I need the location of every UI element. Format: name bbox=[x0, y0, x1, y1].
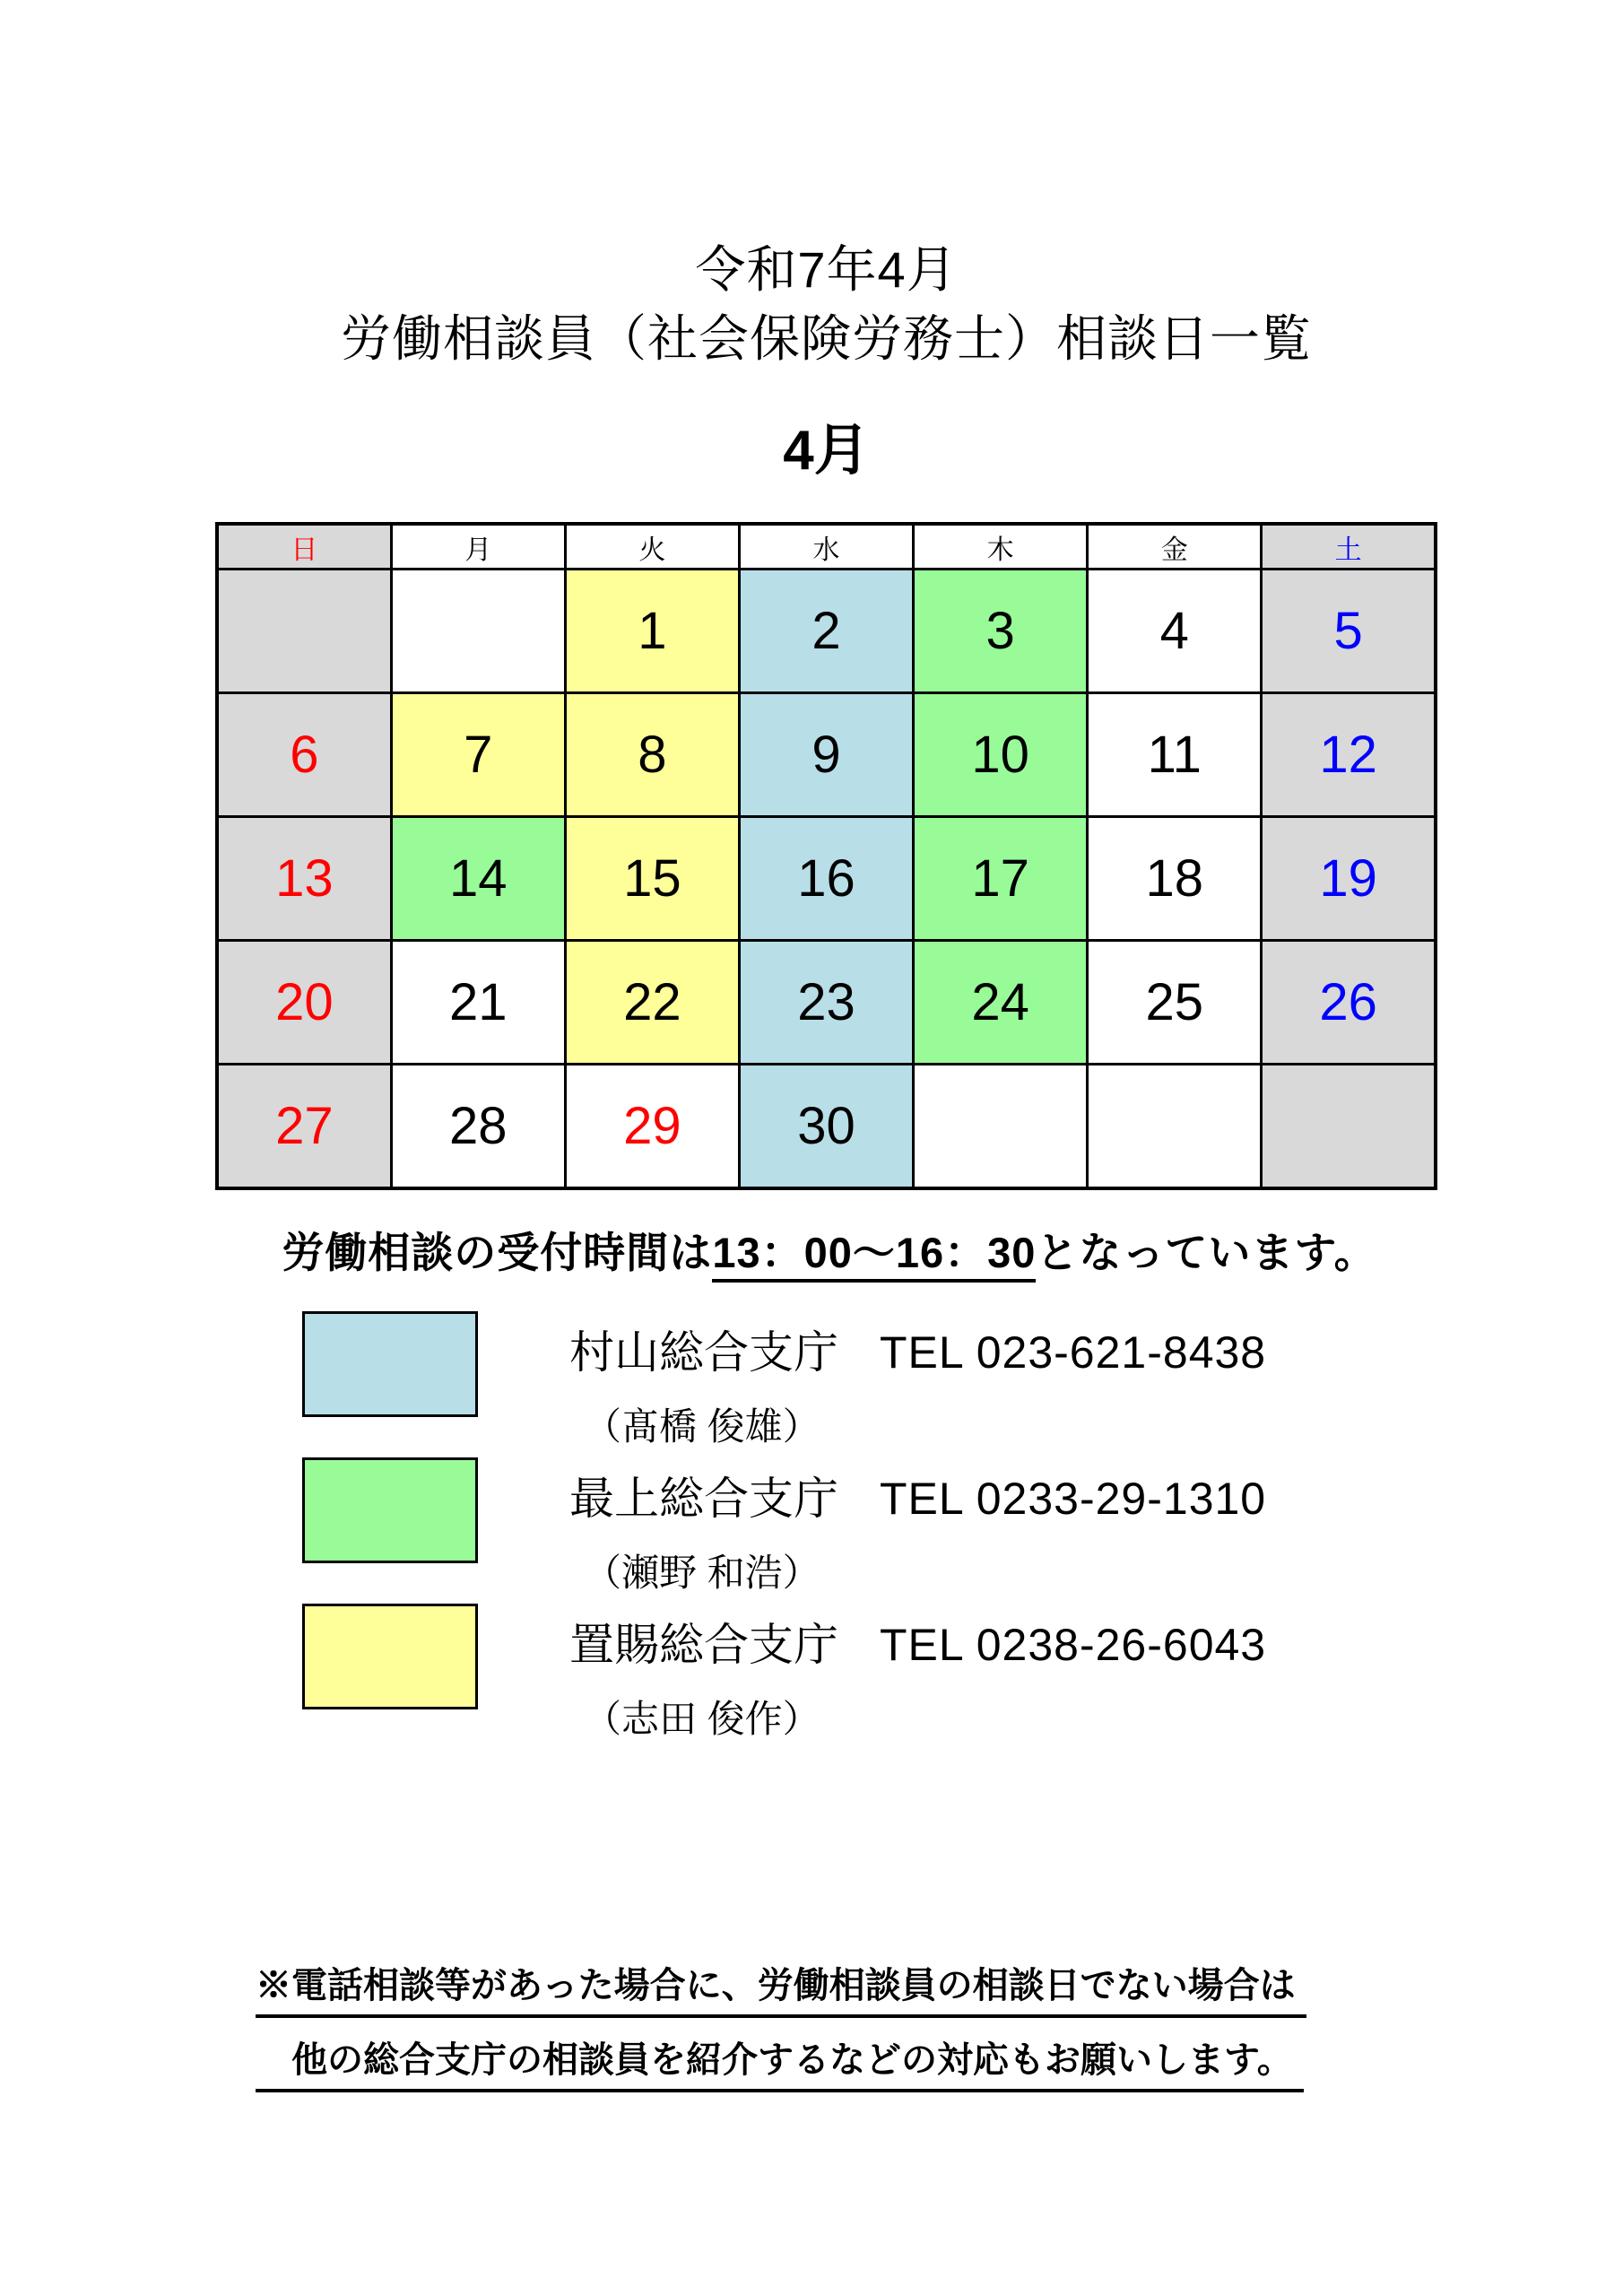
calendar-day-3: 3 bbox=[914, 570, 1088, 693]
calendar-week-row bbox=[217, 941, 1436, 1065]
calendar-empty-cell bbox=[1262, 1065, 1436, 1189]
legend-office-name: 置賜総合支庁 bbox=[569, 1620, 838, 1670]
calendar-day-19: 19 bbox=[1262, 817, 1436, 941]
legend-consultant-name: （瀬野 和浩） bbox=[584, 1552, 820, 1594]
calendar-day-18: 18 bbox=[1088, 817, 1262, 941]
calendar-day-20: 20 bbox=[217, 941, 391, 1065]
weekday-header-月: 月 bbox=[391, 524, 565, 570]
legend-text-block bbox=[569, 1604, 1266, 1744]
calendar-day-17: 17 bbox=[914, 817, 1088, 941]
legend-office-name: 最上総合支庁 bbox=[569, 1474, 838, 1524]
calendar-day-15: 15 bbox=[565, 817, 739, 941]
calendar-day-25: 25 bbox=[1088, 941, 1262, 1065]
calendar-day-1: 1 bbox=[565, 570, 739, 693]
legend-text-block bbox=[569, 1457, 1266, 1597]
calendar-day-9: 9 bbox=[739, 693, 913, 817]
title-line-consultation-list: 労働相談員（社会保険労務士）相談日一覧 bbox=[341, 310, 1312, 368]
legend-swatch-yellow bbox=[302, 1604, 478, 1709]
footnote-line-2: 他の総合支庁の相談員を紹介するなどの対応もお願いします。 bbox=[256, 2031, 1304, 2092]
calendar-day-13: 13 bbox=[217, 817, 391, 941]
calendar-empty-cell bbox=[391, 570, 565, 693]
calendar-week-row bbox=[217, 817, 1436, 941]
calendar-day-8: 8 bbox=[565, 693, 739, 817]
calendar-day-27: 27 bbox=[217, 1065, 391, 1189]
reception-hours-text bbox=[215, 1220, 1444, 1280]
weekday-header-水: 水 bbox=[739, 524, 913, 570]
calendar-day-30: 30 bbox=[739, 1065, 913, 1189]
title-line-era-month: 令和7年4月 bbox=[695, 241, 958, 298]
weekday-header-金: 金 bbox=[1088, 524, 1262, 570]
calendar-day-29: 29 bbox=[565, 1065, 739, 1189]
legend-office-name: 村山総合支庁 bbox=[569, 1327, 838, 1378]
calendar-empty-cell bbox=[914, 1065, 1088, 1189]
month-heading: 4月 bbox=[783, 420, 870, 482]
legend-office-line bbox=[569, 1463, 1266, 1527]
legend-office-line bbox=[569, 1317, 1266, 1381]
calendar-week-row bbox=[217, 570, 1436, 693]
calendar-week-row bbox=[217, 1065, 1436, 1189]
legend-office-line bbox=[569, 1609, 1266, 1674]
calendar-header bbox=[217, 524, 1436, 570]
calendar-empty-cell bbox=[217, 570, 391, 693]
calendar-day-11: 11 bbox=[1088, 693, 1262, 817]
calendar-day-23: 23 bbox=[739, 941, 913, 1065]
calendar-day-26: 26 bbox=[1262, 941, 1436, 1065]
calendar-day-14: 14 bbox=[391, 817, 565, 941]
legend-consultant-name: （志田 俊作） bbox=[584, 1698, 820, 1740]
weekday-header-木: 木 bbox=[914, 524, 1088, 570]
footnote-line-1: ※電話相談等があった場合に、労働相談員の相談日でない場合は bbox=[256, 1957, 1306, 2018]
calendar-day-16: 16 bbox=[739, 817, 913, 941]
calendar-week-row bbox=[217, 693, 1436, 817]
legend-office-tel: TEL 0233-29-1310 bbox=[880, 1474, 1267, 1524]
legend-swatch-blue bbox=[302, 1311, 478, 1417]
calendar-day-2: 2 bbox=[739, 570, 913, 693]
weekday-header-土: 土 bbox=[1262, 524, 1436, 570]
weekday-header-row bbox=[217, 524, 1436, 570]
calendar-day-7: 7 bbox=[391, 693, 565, 817]
calendar-day-6: 6 bbox=[217, 693, 391, 817]
weekday-header-火: 火 bbox=[565, 524, 739, 570]
legend-item-murayama bbox=[302, 1311, 1266, 1451]
weekday-header-日: 日 bbox=[217, 524, 391, 570]
calendar-day-10: 10 bbox=[914, 693, 1088, 817]
calendar-empty-cell bbox=[1088, 1065, 1262, 1189]
consultation-calendar bbox=[215, 522, 1437, 1190]
legend-consultant-name: （髙橋 俊雄） bbox=[584, 1405, 820, 1448]
reception-prefix: 労働相談の受付時間は bbox=[282, 1229, 713, 1276]
calendar-body bbox=[217, 570, 1436, 1189]
reception-time-underlined: 13：00～16：30 bbox=[712, 1229, 1036, 1283]
reception-suffix: となっています。 bbox=[1036, 1229, 1377, 1276]
calendar-day-12: 12 bbox=[1262, 693, 1436, 817]
legend-text-block bbox=[569, 1311, 1266, 1451]
legend-office-tel: TEL 023-621-8438 bbox=[880, 1327, 1267, 1378]
calendar-day-5: 5 bbox=[1262, 570, 1436, 693]
legend-swatch-green bbox=[302, 1457, 478, 1563]
calendar-day-24: 24 bbox=[914, 941, 1088, 1065]
calendar-day-4: 4 bbox=[1088, 570, 1262, 693]
calendar-day-21: 21 bbox=[391, 941, 565, 1065]
document-title bbox=[215, 235, 1437, 374]
legend-item-okitama bbox=[302, 1604, 1266, 1744]
calendar-day-22: 22 bbox=[565, 941, 739, 1065]
legend-office-tel: TEL 0238-26-6043 bbox=[880, 1620, 1267, 1670]
calendar-day-28: 28 bbox=[391, 1065, 565, 1189]
footnote-block bbox=[256, 1957, 1306, 2106]
legend-item-mogami bbox=[302, 1457, 1266, 1597]
